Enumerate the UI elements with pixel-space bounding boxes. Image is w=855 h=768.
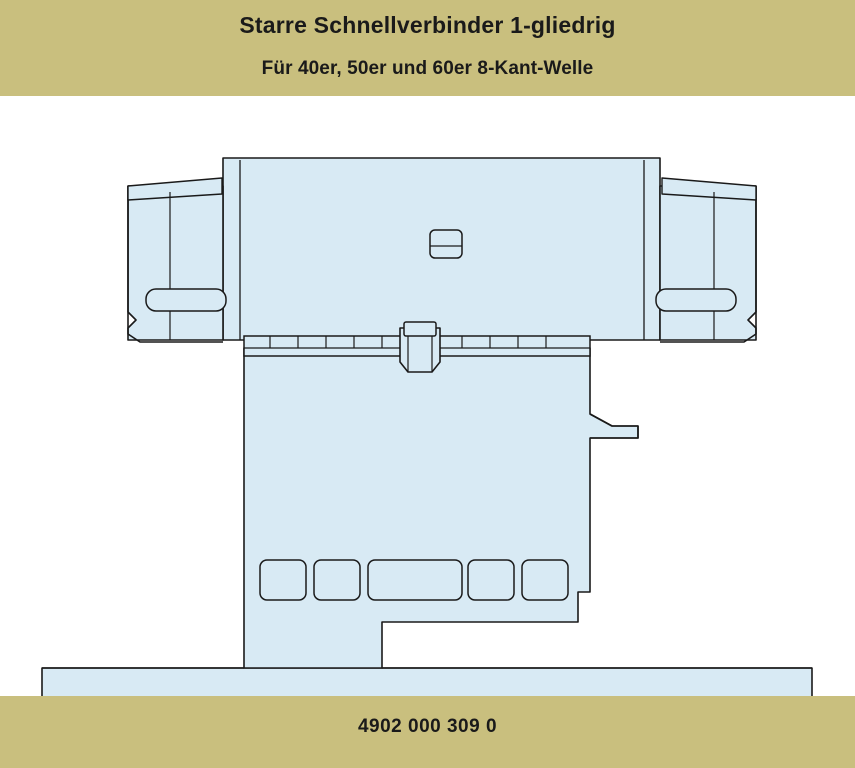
slot-row-item <box>522 560 568 600</box>
left-slot <box>146 289 226 311</box>
page-subtitle: Für 40er, 50er und 60er 8-Kant-Welle <box>261 58 594 79</box>
technical-drawing <box>0 96 855 696</box>
left-wing-arm <box>128 186 223 340</box>
slot-row <box>260 560 568 600</box>
slot-row-item <box>368 560 462 600</box>
page-title: Starre Schnellverbinder 1-gliedrig <box>239 12 616 38</box>
right-wing-arm <box>660 186 756 340</box>
slot-row-item <box>314 560 360 600</box>
header-band <box>0 0 855 96</box>
center-hex-nut-top <box>404 322 436 336</box>
bottom-base-plate <box>42 668 812 696</box>
part-number: 4902 000 309 0 <box>357 716 498 737</box>
slot-row-item <box>468 560 514 600</box>
right-slot <box>656 289 736 311</box>
slot-row-item <box>260 560 306 600</box>
center-small-tab <box>430 230 462 258</box>
drawing-area <box>0 96 855 696</box>
footer-band <box>0 696 855 768</box>
lower-body-plate <box>244 348 638 668</box>
